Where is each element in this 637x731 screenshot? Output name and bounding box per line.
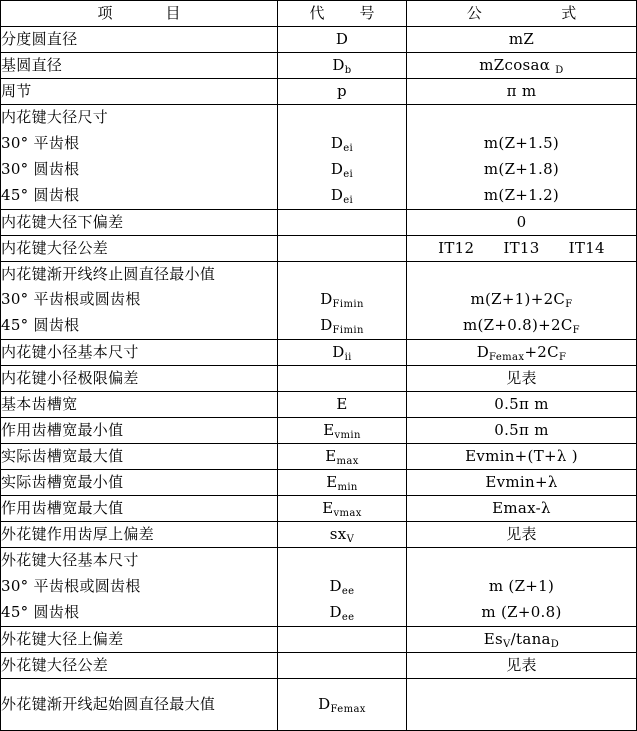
symbol-cell: [278, 470, 407, 496]
symbol-base: E: [322, 499, 334, 518]
formula-line: [465, 447, 578, 465]
table-row: [1, 105, 637, 210]
formula-text: 0.5π m: [494, 395, 549, 414]
symbol-subscript: Femax: [330, 703, 366, 715]
formula-line: [407, 600, 636, 626]
formula-text: +2C: [524, 343, 559, 362]
item-name-line: 周节: [1, 82, 32, 100]
item-name-line: 45° 圆齿根: [1, 603, 80, 622]
item-name-line: 外花键渐开线起始圆直径最大值: [1, 694, 216, 713]
symbol-subscript: V: [346, 534, 355, 546]
formula-line: [407, 574, 636, 600]
item-name-cell: [1, 105, 278, 210]
header-symbol-char-1: 代: [309, 4, 325, 22]
symbol-line: [325, 447, 359, 468]
item-name-line: 外花键作用齿厚上偏差: [1, 525, 155, 544]
symbol-line: [278, 287, 406, 313]
symbol-line: [332, 343, 352, 364]
item-name-cell: [1, 418, 278, 444]
symbol-cell: [278, 418, 407, 444]
item-name-line: 内花键小径基本尺寸: [1, 343, 139, 362]
item-name-cell: [1, 392, 278, 418]
formula-text: Emax-λ: [492, 499, 551, 518]
header-formula-char-1: 公: [466, 4, 482, 22]
item-name-cell: [1, 27, 278, 53]
symbol-line: [322, 499, 362, 520]
table-row: [1, 626, 637, 652]
table-row: [1, 27, 637, 53]
symbol-line: [326, 473, 358, 494]
symbol-base: D: [329, 603, 342, 622]
formula-line: [407, 157, 636, 183]
formula-cell: [407, 79, 637, 105]
symbol-base: p: [337, 82, 347, 100]
formula-subscript: F: [565, 299, 573, 311]
formula-line: [484, 630, 559, 648]
item-name-line: 作用齿槽宽最大值: [1, 499, 124, 518]
item-name-line: 实际齿槽宽最大值: [1, 447, 124, 466]
formula-text: m(Z+1.8): [483, 159, 560, 178]
table-row: [1, 79, 637, 105]
formula-line: [407, 313, 636, 339]
symbol-cell: [278, 27, 407, 53]
formula-line: [476, 343, 567, 364]
symbol-cell: [278, 340, 407, 366]
formula-line: [438, 239, 605, 257]
symbol-base: D: [335, 30, 349, 48]
item-name-line: 作用齿槽宽最小值: [1, 421, 124, 440]
formula-line: [506, 525, 537, 543]
formula-line: [407, 262, 636, 288]
symbol-base: D: [332, 343, 345, 362]
symbol-subscript: ii: [344, 352, 352, 364]
formula-line: [517, 213, 527, 231]
symbol-base: D: [330, 133, 344, 152]
formula-text: m (Z+0.8): [481, 603, 562, 622]
formula-line: [506, 656, 537, 674]
symbol-subscript: vmin: [334, 430, 361, 442]
formula-line: [407, 105, 636, 131]
item-name-line: 分度圆直径: [1, 30, 78, 48]
item-name-line: 内花键大径下偏差: [1, 212, 124, 231]
table-row: [1, 209, 637, 235]
item-name-line: 内花键小径极限偏差: [1, 369, 139, 388]
item-name-cell: [1, 366, 278, 392]
symbol-cell: [278, 496, 407, 522]
item-name-cell: [1, 444, 278, 470]
header-symbol: [278, 1, 407, 27]
item-name-line: 基圆直径: [1, 56, 63, 74]
item-name-line: 内花键大径尺寸: [1, 108, 109, 126]
table-row: [1, 470, 637, 496]
item-name-cell: [1, 235, 278, 261]
formula-text: m(Z+1.5): [483, 133, 560, 152]
item-name-cell: [1, 340, 278, 366]
symbol-base: D: [320, 290, 333, 309]
formula-line: [407, 548, 636, 574]
symbol-line: [278, 262, 406, 288]
symbol-line: [337, 82, 347, 100]
symbol-cell: [278, 366, 407, 392]
formula-line: [407, 287, 636, 313]
item-name-cell: [1, 209, 278, 235]
formula-text: m (Z+1): [488, 577, 555, 596]
formula-text: Evmin+(T+λ ): [465, 447, 578, 466]
table-row: [1, 522, 637, 548]
table-row: [1, 53, 637, 79]
formula-line: [492, 499, 551, 517]
formula-text: 见表: [506, 369, 537, 388]
item-name-cell: [1, 53, 278, 79]
symbol-subscript: Fimin: [332, 325, 364, 337]
symbol-line: [278, 105, 406, 131]
symbol-base: sx: [329, 525, 347, 544]
symbol-base: D: [320, 316, 333, 335]
table-row: [1, 496, 637, 522]
item-name-line: 外花键大径上偏差: [1, 629, 124, 648]
item-name-line: 外花键大径公差: [1, 655, 109, 674]
formula-text: Es: [483, 629, 504, 648]
formula-line: [479, 56, 563, 74]
item-name-line: 30° 平齿根或圆齿根: [1, 577, 141, 596]
header-formula: [407, 1, 637, 27]
symbol-cell: [278, 392, 407, 418]
formula-text: m(Z+1.2): [483, 185, 560, 204]
symbol-line: [318, 695, 366, 713]
symbol-line: [278, 183, 406, 209]
formula-cell: [407, 548, 637, 627]
symbol-line: [336, 30, 348, 48]
symbol-subscript: ee: [341, 612, 355, 624]
table-row: [1, 652, 637, 678]
formula-text: 见表: [506, 525, 537, 544]
formula-cell: [407, 444, 637, 470]
symbol-line: [278, 574, 406, 600]
symbol-subscript: b: [344, 65, 352, 76]
header-symbol-char-2: 号: [359, 4, 375, 22]
formula-cell: [407, 53, 637, 79]
symbol-line: [278, 131, 406, 157]
header-item: [1, 1, 278, 27]
symbol-base: D: [318, 694, 331, 713]
symbol-subscript: ee: [341, 586, 355, 598]
symbol-cell: [278, 548, 407, 627]
formula-cell: [407, 261, 637, 340]
formula-text: mZcosaα: [479, 56, 556, 74]
symbol-cell: [278, 79, 407, 105]
formula-cell: [407, 209, 637, 235]
symbol-subscript: ei: [343, 142, 354, 154]
item-name-cell: [1, 652, 278, 678]
item-name-cell: [1, 626, 278, 652]
item-name-cell: [1, 496, 278, 522]
table-row: [1, 340, 637, 366]
item-name-line: 实际齿槽宽最小值: [1, 473, 124, 492]
formula-cell: [407, 418, 637, 444]
symbol-subscript: max: [336, 456, 359, 468]
formula-subscript: D: [550, 638, 560, 650]
symbol-subscript: vmax: [333, 508, 362, 520]
formula-text: 0: [516, 212, 527, 231]
formula-cell: [407, 105, 637, 210]
symbol-base: D: [330, 159, 344, 178]
formula-text: /tana: [510, 629, 551, 648]
symbol-base: E: [325, 447, 337, 466]
table-row: [1, 418, 637, 444]
symbol-base: D: [329, 577, 342, 596]
symbol-cell: [278, 626, 407, 652]
symbol-line: [323, 421, 361, 442]
item-name-cell: [1, 548, 278, 627]
symbol-cell: [278, 235, 407, 261]
header-item-char-2: 目: [165, 4, 181, 22]
formula-text: π m: [506, 82, 537, 100]
formula-subscript: Femax: [489, 352, 525, 364]
formula-subscript: F: [572, 325, 580, 337]
symbol-subscript: min: [337, 482, 358, 494]
table-row: [1, 392, 637, 418]
formula-line: [407, 183, 636, 209]
table-header: [1, 1, 637, 27]
formula-text: Evmin+λ: [485, 473, 558, 492]
symbol-line: [336, 395, 347, 413]
symbol-base: D: [330, 185, 344, 204]
symbol-line: [278, 313, 406, 339]
formula-cell: [407, 340, 637, 366]
formula-cell: [407, 392, 637, 418]
item-name-line: 30° 圆齿根: [1, 159, 80, 178]
formula-text: m(Z+0.8)+2C: [462, 316, 573, 335]
item-name-cell: [1, 79, 278, 105]
table-row: [1, 366, 637, 392]
formula-cell: [407, 626, 637, 652]
formula-text: D: [476, 343, 490, 362]
formula-cell: [407, 27, 637, 53]
item-name-cell: [1, 261, 278, 340]
table-row: [1, 444, 637, 470]
formula-subscript: D: [555, 65, 564, 76]
item-name-line: 基本齿槽宽: [1, 395, 78, 414]
formula-cell: [407, 235, 637, 261]
formula-cell: [407, 522, 637, 548]
symbol-base: E: [336, 395, 348, 414]
formula-text: 见表: [506, 655, 537, 674]
formula-line: [494, 395, 549, 413]
item-name-line: 45° 圆齿根: [1, 316, 80, 335]
table-body: [1, 27, 637, 731]
table-row: [1, 235, 637, 261]
symbol-cell: [278, 261, 407, 340]
symbol-cell: [278, 522, 407, 548]
header-formula-char-2: 式: [561, 4, 577, 22]
symbol-base: E: [323, 421, 335, 440]
formula-line: [507, 82, 537, 100]
formula-text: mZ: [508, 30, 535, 48]
formula-text: 0.5π m: [494, 421, 549, 440]
formula-line: [485, 473, 557, 491]
item-name-line: 30° 平齿根: [1, 133, 80, 152]
formula-cell: [407, 366, 637, 392]
symbol-cell: [278, 209, 407, 235]
symbol-cell: [278, 652, 407, 678]
formula-cell: [407, 470, 637, 496]
formula-line: [509, 30, 534, 48]
symbol-line: [329, 525, 355, 546]
symbol-subscript: ei: [343, 194, 354, 206]
table-row: [1, 548, 637, 627]
table-row: [1, 261, 637, 340]
symbol-cell: [278, 444, 407, 470]
header-item-char-1: 项: [97, 4, 113, 22]
item-name-line: 45° 圆齿根: [1, 185, 80, 204]
formula-subscript: F: [558, 352, 567, 364]
symbol-base: D: [332, 56, 345, 74]
formula-cell: [407, 496, 637, 522]
formula-line: [506, 369, 537, 387]
symbol-cell: [278, 105, 407, 210]
formula-text: m(Z+1)+2C: [470, 290, 566, 309]
item-name-cell: [1, 470, 278, 496]
symbol-cell: [278, 53, 407, 79]
formula-cell: [407, 652, 637, 678]
symbol-line: [332, 56, 351, 74]
symbol-line: [278, 548, 406, 574]
formula-line: [494, 421, 549, 439]
item-name-line: 内花键大径公差: [1, 238, 109, 257]
symbol-line: [278, 600, 406, 626]
item-name-cell: [1, 522, 278, 548]
item-name-line: 30° 平齿根或圆齿根: [1, 290, 141, 309]
symbol-subscript: Fimin: [332, 299, 364, 311]
symbol-subscript: ei: [343, 168, 354, 180]
formula-text: IT12 IT13 IT14: [438, 238, 605, 257]
formula-line: [407, 131, 636, 157]
item-name-line: 内花键渐开线终止圆直径最小值: [1, 264, 216, 283]
symbol-base: E: [326, 473, 338, 492]
item-name-line: 外花键大径基本尺寸: [1, 551, 139, 570]
formula-subscript: V: [503, 638, 511, 650]
symbol-line: [278, 157, 406, 183]
